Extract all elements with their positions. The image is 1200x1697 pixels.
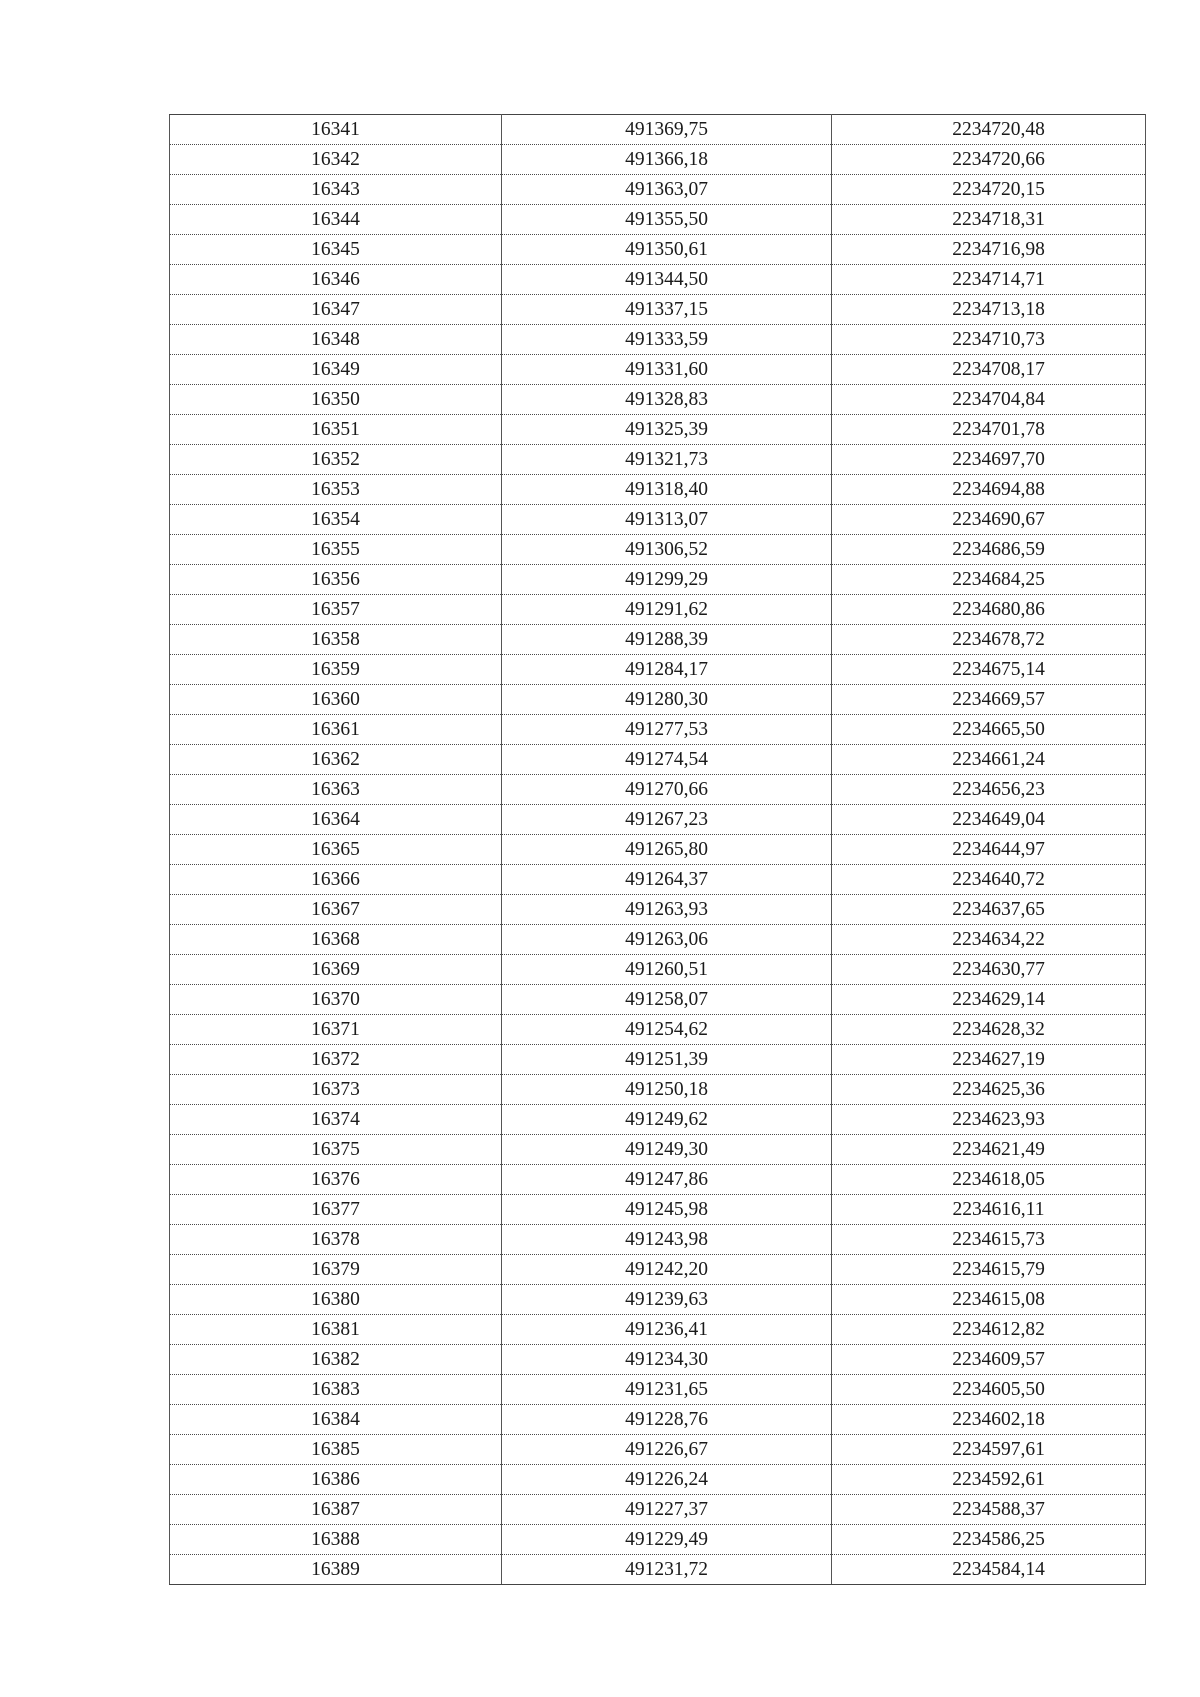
point-number-cell: 16345 bbox=[170, 235, 502, 265]
point-number-cell: 16379 bbox=[170, 1255, 502, 1285]
table-row bbox=[170, 115, 1146, 145]
x-coordinate-cell: 491226,24 bbox=[502, 1465, 832, 1495]
x-coordinate-cell: 491227,37 bbox=[502, 1495, 832, 1525]
x-coordinate-cell: 491239,63 bbox=[502, 1285, 832, 1315]
table-row bbox=[170, 1465, 1146, 1495]
table-row bbox=[170, 1135, 1146, 1165]
point-number-cell: 16353 bbox=[170, 475, 502, 505]
y-coordinate-cell: 2234649,04 bbox=[832, 805, 1146, 835]
x-coordinate-cell: 491260,51 bbox=[502, 955, 832, 985]
x-coordinate-cell: 491331,60 bbox=[502, 355, 832, 385]
table-row bbox=[170, 475, 1146, 505]
point-number-cell: 16361 bbox=[170, 715, 502, 745]
table-row bbox=[170, 1195, 1146, 1225]
x-coordinate-cell: 491263,06 bbox=[502, 925, 832, 955]
point-number-cell: 16380 bbox=[170, 1285, 502, 1315]
y-coordinate-cell: 2234627,19 bbox=[832, 1045, 1146, 1075]
x-coordinate-cell: 491337,15 bbox=[502, 295, 832, 325]
x-coordinate-cell: 491245,98 bbox=[502, 1195, 832, 1225]
y-coordinate-cell: 2234720,48 bbox=[832, 115, 1146, 145]
point-number-cell: 16362 bbox=[170, 745, 502, 775]
y-coordinate-cell: 2234625,36 bbox=[832, 1075, 1146, 1105]
table-row bbox=[170, 565, 1146, 595]
x-coordinate-cell: 491321,73 bbox=[502, 445, 832, 475]
table-row bbox=[170, 955, 1146, 985]
y-coordinate-cell: 2234634,22 bbox=[832, 925, 1146, 955]
table-row bbox=[170, 415, 1146, 445]
y-coordinate-cell: 2234720,15 bbox=[832, 175, 1146, 205]
table-row bbox=[170, 1435, 1146, 1465]
x-coordinate-cell: 491258,07 bbox=[502, 985, 832, 1015]
point-number-cell: 16371 bbox=[170, 1015, 502, 1045]
table-row bbox=[170, 175, 1146, 205]
x-coordinate-cell: 491299,29 bbox=[502, 565, 832, 595]
table-row bbox=[170, 925, 1146, 955]
point-number-cell: 16347 bbox=[170, 295, 502, 325]
x-coordinate-cell: 491234,30 bbox=[502, 1345, 832, 1375]
y-coordinate-cell: 2234623,93 bbox=[832, 1105, 1146, 1135]
table-row bbox=[170, 775, 1146, 805]
point-number-cell: 16368 bbox=[170, 925, 502, 955]
point-number-cell: 16341 bbox=[170, 115, 502, 145]
coordinates-table bbox=[169, 114, 1146, 1585]
table-row bbox=[170, 895, 1146, 925]
table-row bbox=[170, 715, 1146, 745]
y-coordinate-cell: 2234697,70 bbox=[832, 445, 1146, 475]
table-row bbox=[170, 1285, 1146, 1315]
x-coordinate-cell: 491366,18 bbox=[502, 145, 832, 175]
point-number-cell: 16349 bbox=[170, 355, 502, 385]
point-number-cell: 16375 bbox=[170, 1135, 502, 1165]
y-coordinate-cell: 2234628,32 bbox=[832, 1015, 1146, 1045]
y-coordinate-cell: 2234675,14 bbox=[832, 655, 1146, 685]
x-coordinate-cell: 491247,86 bbox=[502, 1165, 832, 1195]
y-coordinate-cell: 2234656,23 bbox=[832, 775, 1146, 805]
y-coordinate-cell: 2234618,05 bbox=[832, 1165, 1146, 1195]
table-row bbox=[170, 355, 1146, 385]
table-row bbox=[170, 625, 1146, 655]
table-row bbox=[170, 1555, 1146, 1585]
table-row bbox=[170, 1105, 1146, 1135]
x-coordinate-cell: 491325,39 bbox=[502, 415, 832, 445]
y-coordinate-cell: 2234588,37 bbox=[832, 1495, 1146, 1525]
table-row bbox=[170, 1255, 1146, 1285]
table-row bbox=[170, 1525, 1146, 1555]
table-row bbox=[170, 505, 1146, 535]
x-coordinate-cell: 491270,66 bbox=[502, 775, 832, 805]
point-number-cell: 16366 bbox=[170, 865, 502, 895]
y-coordinate-cell: 2234629,14 bbox=[832, 985, 1146, 1015]
table-row bbox=[170, 1075, 1146, 1105]
y-coordinate-cell: 2234716,98 bbox=[832, 235, 1146, 265]
y-coordinate-cell: 2234637,65 bbox=[832, 895, 1146, 925]
x-coordinate-cell: 491236,41 bbox=[502, 1315, 832, 1345]
table-row bbox=[170, 205, 1146, 235]
y-coordinate-cell: 2234597,61 bbox=[832, 1435, 1146, 1465]
table-row bbox=[170, 745, 1146, 775]
y-coordinate-cell: 2234708,17 bbox=[832, 355, 1146, 385]
x-coordinate-cell: 491328,83 bbox=[502, 385, 832, 415]
x-coordinate-cell: 491288,39 bbox=[502, 625, 832, 655]
point-number-cell: 16346 bbox=[170, 265, 502, 295]
x-coordinate-cell: 491265,80 bbox=[502, 835, 832, 865]
table-row bbox=[170, 295, 1146, 325]
x-coordinate-cell: 491264,37 bbox=[502, 865, 832, 895]
table-row bbox=[170, 685, 1146, 715]
point-number-cell: 16350 bbox=[170, 385, 502, 415]
table-row bbox=[170, 865, 1146, 895]
y-coordinate-cell: 2234640,72 bbox=[832, 865, 1146, 895]
y-coordinate-cell: 2234605,50 bbox=[832, 1375, 1146, 1405]
x-coordinate-cell: 491243,98 bbox=[502, 1225, 832, 1255]
point-number-cell: 16382 bbox=[170, 1345, 502, 1375]
y-coordinate-cell: 2234584,14 bbox=[832, 1555, 1146, 1585]
y-coordinate-cell: 2234690,67 bbox=[832, 505, 1146, 535]
point-number-cell: 16348 bbox=[170, 325, 502, 355]
x-coordinate-cell: 491242,20 bbox=[502, 1255, 832, 1285]
table-row bbox=[170, 805, 1146, 835]
y-coordinate-cell: 2234720,66 bbox=[832, 145, 1146, 175]
y-coordinate-cell: 2234586,25 bbox=[832, 1525, 1146, 1555]
y-coordinate-cell: 2234615,79 bbox=[832, 1255, 1146, 1285]
x-coordinate-cell: 491333,59 bbox=[502, 325, 832, 355]
x-coordinate-cell: 491363,07 bbox=[502, 175, 832, 205]
y-coordinate-cell: 2234665,50 bbox=[832, 715, 1146, 745]
point-number-cell: 16372 bbox=[170, 1045, 502, 1075]
point-number-cell: 16363 bbox=[170, 775, 502, 805]
point-number-cell: 16367 bbox=[170, 895, 502, 925]
x-coordinate-cell: 491350,61 bbox=[502, 235, 832, 265]
y-coordinate-cell: 2234621,49 bbox=[832, 1135, 1146, 1165]
table-row bbox=[170, 1315, 1146, 1345]
y-coordinate-cell: 2234669,57 bbox=[832, 685, 1146, 715]
y-coordinate-cell: 2234704,84 bbox=[832, 385, 1146, 415]
point-number-cell: 16359 bbox=[170, 655, 502, 685]
table-row bbox=[170, 595, 1146, 625]
point-number-cell: 16354 bbox=[170, 505, 502, 535]
y-coordinate-cell: 2234592,61 bbox=[832, 1465, 1146, 1495]
table-row bbox=[170, 1225, 1146, 1255]
y-coordinate-cell: 2234718,31 bbox=[832, 205, 1146, 235]
table-row bbox=[170, 1045, 1146, 1075]
table-row bbox=[170, 535, 1146, 565]
point-number-cell: 16365 bbox=[170, 835, 502, 865]
y-coordinate-cell: 2234713,18 bbox=[832, 295, 1146, 325]
point-number-cell: 16381 bbox=[170, 1315, 502, 1345]
table-row bbox=[170, 835, 1146, 865]
x-coordinate-cell: 491355,50 bbox=[502, 205, 832, 235]
point-number-cell: 16385 bbox=[170, 1435, 502, 1465]
point-number-cell: 16376 bbox=[170, 1165, 502, 1195]
table-row bbox=[170, 1015, 1146, 1045]
point-number-cell: 16386 bbox=[170, 1465, 502, 1495]
x-coordinate-cell: 491344,50 bbox=[502, 265, 832, 295]
point-number-cell: 16387 bbox=[170, 1495, 502, 1525]
y-coordinate-cell: 2234612,82 bbox=[832, 1315, 1146, 1345]
x-coordinate-cell: 491277,53 bbox=[502, 715, 832, 745]
table-row bbox=[170, 1495, 1146, 1525]
y-coordinate-cell: 2234644,97 bbox=[832, 835, 1146, 865]
table-row bbox=[170, 445, 1146, 475]
y-coordinate-cell: 2234661,24 bbox=[832, 745, 1146, 775]
point-number-cell: 16344 bbox=[170, 205, 502, 235]
x-coordinate-cell: 491291,62 bbox=[502, 595, 832, 625]
x-coordinate-cell: 491263,93 bbox=[502, 895, 832, 925]
x-coordinate-cell: 491249,30 bbox=[502, 1135, 832, 1165]
y-coordinate-cell: 2234616,11 bbox=[832, 1195, 1146, 1225]
x-coordinate-cell: 491226,67 bbox=[502, 1435, 832, 1465]
table-row bbox=[170, 1405, 1146, 1435]
y-coordinate-cell: 2234684,25 bbox=[832, 565, 1146, 595]
point-number-cell: 16364 bbox=[170, 805, 502, 835]
y-coordinate-cell: 2234615,73 bbox=[832, 1225, 1146, 1255]
x-coordinate-cell: 491250,18 bbox=[502, 1075, 832, 1105]
point-number-cell: 16388 bbox=[170, 1525, 502, 1555]
point-number-cell: 16351 bbox=[170, 415, 502, 445]
point-number-cell: 16374 bbox=[170, 1105, 502, 1135]
x-coordinate-cell: 491306,52 bbox=[502, 535, 832, 565]
point-number-cell: 16360 bbox=[170, 685, 502, 715]
point-number-cell: 16342 bbox=[170, 145, 502, 175]
point-number-cell: 16389 bbox=[170, 1555, 502, 1585]
x-coordinate-cell: 491313,07 bbox=[502, 505, 832, 535]
table-row bbox=[170, 1375, 1146, 1405]
x-coordinate-cell: 491251,39 bbox=[502, 1045, 832, 1075]
y-coordinate-cell: 2234714,71 bbox=[832, 265, 1146, 295]
table-row bbox=[170, 325, 1146, 355]
table-row bbox=[170, 1165, 1146, 1195]
y-coordinate-cell: 2234630,77 bbox=[832, 955, 1146, 985]
point-number-cell: 16370 bbox=[170, 985, 502, 1015]
y-coordinate-cell: 2234602,18 bbox=[832, 1405, 1146, 1435]
point-number-cell: 16384 bbox=[170, 1405, 502, 1435]
point-number-cell: 16357 bbox=[170, 595, 502, 625]
x-coordinate-cell: 491369,75 bbox=[502, 115, 832, 145]
x-coordinate-cell: 491274,54 bbox=[502, 745, 832, 775]
x-coordinate-cell: 491254,62 bbox=[502, 1015, 832, 1045]
table-row bbox=[170, 265, 1146, 295]
y-coordinate-cell: 2234609,57 bbox=[832, 1345, 1146, 1375]
x-coordinate-cell: 491231,72 bbox=[502, 1555, 832, 1585]
table-row bbox=[170, 985, 1146, 1015]
y-coordinate-cell: 2234680,86 bbox=[832, 595, 1146, 625]
point-number-cell: 16377 bbox=[170, 1195, 502, 1225]
x-coordinate-cell: 491229,49 bbox=[502, 1525, 832, 1555]
coordinates-table-body bbox=[170, 115, 1146, 1585]
point-number-cell: 16352 bbox=[170, 445, 502, 475]
table-row bbox=[170, 1345, 1146, 1375]
y-coordinate-cell: 2234678,72 bbox=[832, 625, 1146, 655]
point-number-cell: 16355 bbox=[170, 535, 502, 565]
x-coordinate-cell: 491280,30 bbox=[502, 685, 832, 715]
table-row bbox=[170, 385, 1146, 415]
table-row bbox=[170, 145, 1146, 175]
y-coordinate-cell: 2234701,78 bbox=[832, 415, 1146, 445]
x-coordinate-cell: 491318,40 bbox=[502, 475, 832, 505]
x-coordinate-cell: 491284,17 bbox=[502, 655, 832, 685]
point-number-cell: 16378 bbox=[170, 1225, 502, 1255]
y-coordinate-cell: 2234710,73 bbox=[832, 325, 1146, 355]
point-number-cell: 16356 bbox=[170, 565, 502, 595]
x-coordinate-cell: 491249,62 bbox=[502, 1105, 832, 1135]
point-number-cell: 16383 bbox=[170, 1375, 502, 1405]
table-row bbox=[170, 655, 1146, 685]
point-number-cell: 16343 bbox=[170, 175, 502, 205]
point-number-cell: 16358 bbox=[170, 625, 502, 655]
table-row bbox=[170, 235, 1146, 265]
y-coordinate-cell: 2234615,08 bbox=[832, 1285, 1146, 1315]
y-coordinate-cell: 2234694,88 bbox=[832, 475, 1146, 505]
point-number-cell: 16373 bbox=[170, 1075, 502, 1105]
y-coordinate-cell: 2234686,59 bbox=[832, 535, 1146, 565]
point-number-cell: 16369 bbox=[170, 955, 502, 985]
x-coordinate-cell: 491267,23 bbox=[502, 805, 832, 835]
x-coordinate-cell: 491231,65 bbox=[502, 1375, 832, 1405]
x-coordinate-cell: 491228,76 bbox=[502, 1405, 832, 1435]
